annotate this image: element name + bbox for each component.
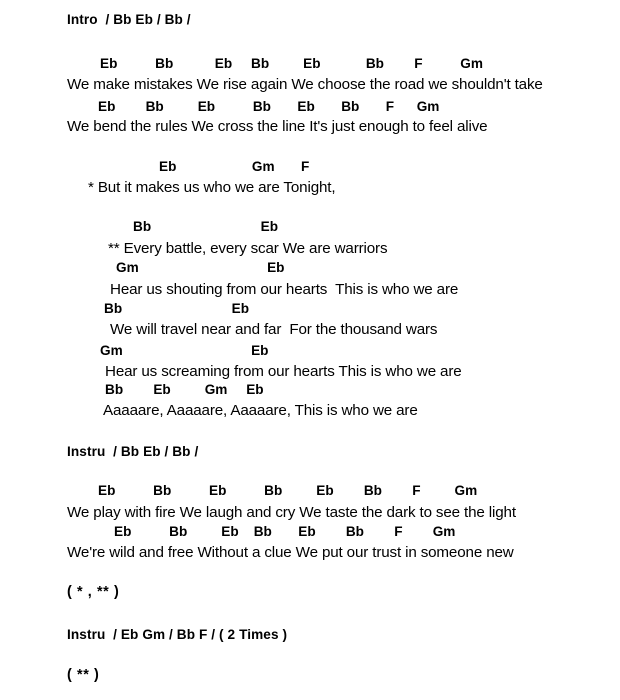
lyric-line-chorus-line4-lyrics: Hear us screaming from our hearts This is who we are (105, 363, 462, 380)
chord-line-verse1-line2-chords: Eb Bb Eb Bb Eb Bb F Gm (98, 99, 440, 114)
chord-line-chorus-line4-chords: Gm Eb (100, 343, 269, 358)
lyric-line-verse2-line1-lyrics: We play with fire We laugh and cry We taste the dark to see the light (67, 504, 516, 521)
lyric-line-chorus-line3-lyrics: We will travel near and far For the thousand wars (110, 321, 438, 338)
section-header-instru2: Instru / Eb Gm / Bb F / ( 2 Times ) (67, 627, 288, 642)
chord-line-verse2-line1-chords: Eb Bb Eb Bb Eb Bb F Gm (98, 483, 478, 498)
lyric-line-verse1-line1-lyrics: We make mistakes We rise again We choose the road we shouldn't take (67, 76, 543, 93)
chord-line-verse2-line2-chords: Eb Bb Eb Bb Eb Bb F Gm (114, 524, 456, 539)
lyric-line-chorus-line5-lyrics: Aaaaare, Aaaaare, Aaaaare, This is who we are (103, 402, 418, 419)
lyric-line-verse2-line2-lyrics: We're wild and free Without a clue We put our trust in someone new (67, 544, 514, 561)
section-header-intro: Intro / Bb Eb / Bb / (67, 12, 191, 27)
section-header-instru1: Instru / Bb Eb / Bb / (67, 444, 199, 459)
lyric-line-chorus-line1-lyrics: ** Every battle, every scar We are warriors (108, 240, 388, 257)
chord-line-verse1-line1-chords: Eb Bb Eb Bb Eb Bb F Gm (100, 56, 483, 71)
repeat-marker-repeat-star-doublestar: ( * , ** ) (67, 584, 120, 600)
repeat-marker-repeat-doublestar: ( ** ) (67, 667, 100, 683)
lyric-line-prechorus-lyrics: * But it makes us who we are Tonight, (88, 179, 336, 196)
lyric-line-verse1-line2-lyrics: We bend the rules We cross the line It's just enough to feel alive (67, 118, 488, 135)
lyric-line-chorus-line2-lyrics: Hear us shouting from our hearts This is who we are (110, 281, 459, 298)
chord-line-prechorus-chords: Eb Gm F (159, 159, 310, 174)
chord-line-chorus-line1-chords: Bb Eb (133, 219, 279, 234)
chord-line-chorus-line5-chords: Bb Eb Gm Eb (105, 382, 264, 397)
chord-line-chorus-line2-chords: Gm Eb (116, 260, 285, 275)
chord-line-chorus-line3-chords: Bb Eb (104, 301, 250, 316)
